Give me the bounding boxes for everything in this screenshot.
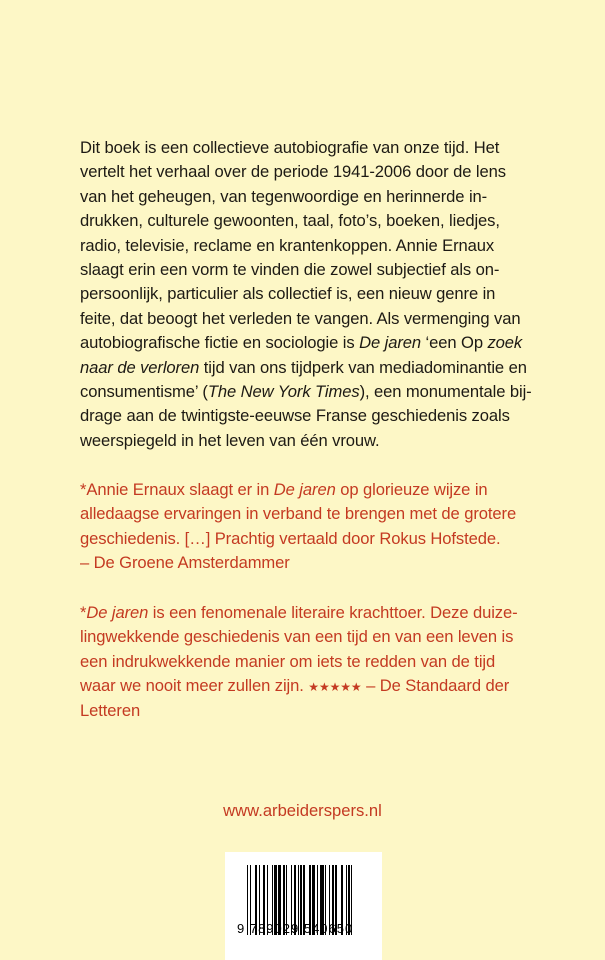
text: drukken, culturele gewoonten, taal, foto’s, boeken, liedjes, — [80, 211, 500, 231]
text: radio, televisie, reclame en krantenkoppen. Annie Ernaux — [80, 235, 495, 255]
description-line — [80, 307, 550, 331]
five-star-rating-icon: ★★★★★ — [308, 680, 362, 695]
text: Dit boek is een collectieve autobiografie van onze tijd. Het — [80, 138, 500, 157]
text: * — [80, 603, 87, 622]
text: alledaagse ervaringen in verband te brengen met de grotere — [80, 504, 517, 524]
book-title: De jaren — [273, 480, 336, 499]
text: Letteren — [80, 700, 141, 720]
description-line — [80, 234, 550, 258]
quote-line — [80, 601, 550, 625]
quote-line — [80, 502, 550, 526]
text: lingwekkende geschiedenis van een tijd en van een leven is — [80, 627, 514, 647]
text: consumentisme’ ( — [80, 381, 208, 401]
text: is een fenomenale literaire krachttoer. Deze duize- — [148, 603, 518, 622]
text: drage aan de twintigste-eeuwse Franse geschiedenis zoals — [80, 406, 510, 426]
text: – De Groene Amsterdammer — [80, 553, 290, 573]
description-line — [80, 258, 550, 282]
text: feite, dat beoogt het verleden te vangen. Als vermenging van — [80, 308, 521, 328]
text: geschiedenis. […] Prachtig vertaald door Rokus Hofstede. — [80, 528, 501, 548]
text: ), een monumentale bij- — [359, 381, 532, 401]
description-line — [80, 331, 550, 355]
description-line — [80, 380, 550, 404]
description-line — [80, 282, 550, 306]
text: autobiografische fictie en sociologie is — [80, 333, 360, 353]
text: een indrukwekkende manier om iets te redden van de tijd — [80, 651, 496, 671]
description-line — [80, 185, 550, 209]
text: slaagt erin een vorm te vinden die zowel subjectief als on- — [80, 259, 500, 279]
book-description — [80, 136, 550, 453]
text: weerspiegeld in het leven van één vrouw. — [80, 430, 380, 450]
text: – De Standaard der — [361, 676, 510, 696]
isbn-barcode — [225, 852, 382, 960]
text: op glorieuze wijze in — [335, 480, 488, 499]
text: vertelt het verhaal over de periode 1941-2006 door de lens — [80, 162, 506, 182]
description-line — [80, 356, 550, 380]
text: ‘een Op — [421, 333, 488, 353]
description-line — [80, 136, 550, 160]
italic-text: naar de verloren — [80, 357, 200, 377]
text: van het geheugen, van tegenwoordige en herinnerde in- — [80, 186, 488, 206]
book-title: De jaren — [359, 333, 422, 353]
newspaper-title: The New York Times — [207, 381, 360, 401]
description-line — [80, 429, 550, 453]
book-title: De jaren — [86, 603, 149, 622]
isbn-number: 9 789029 540650 — [237, 921, 354, 936]
description-line — [80, 209, 550, 233]
quote-source — [80, 551, 550, 575]
publisher-url[interactable]: www.arbeiderspers.nl — [223, 801, 382, 820]
quote-source — [80, 699, 550, 723]
italic-text: zoek — [487, 333, 523, 353]
quote-line — [80, 650, 550, 674]
review-quote-groene — [80, 478, 550, 576]
description-line — [80, 404, 550, 428]
text: waar we nooit meer zullen zijn. — [80, 676, 309, 696]
text: *Annie Ernaux slaagt er in — [80, 480, 274, 499]
text: tijd van ons tijdperk van mediadominantie en — [199, 357, 527, 377]
quote-line — [80, 625, 550, 649]
description-line — [80, 160, 550, 184]
quote-line — [80, 478, 550, 502]
quote-line — [80, 674, 550, 698]
review-quote-standaard — [80, 601, 550, 723]
quote-line — [80, 527, 550, 551]
text: persoonlijk, particulier als collectief is, een nieuw genre in — [80, 284, 496, 304]
